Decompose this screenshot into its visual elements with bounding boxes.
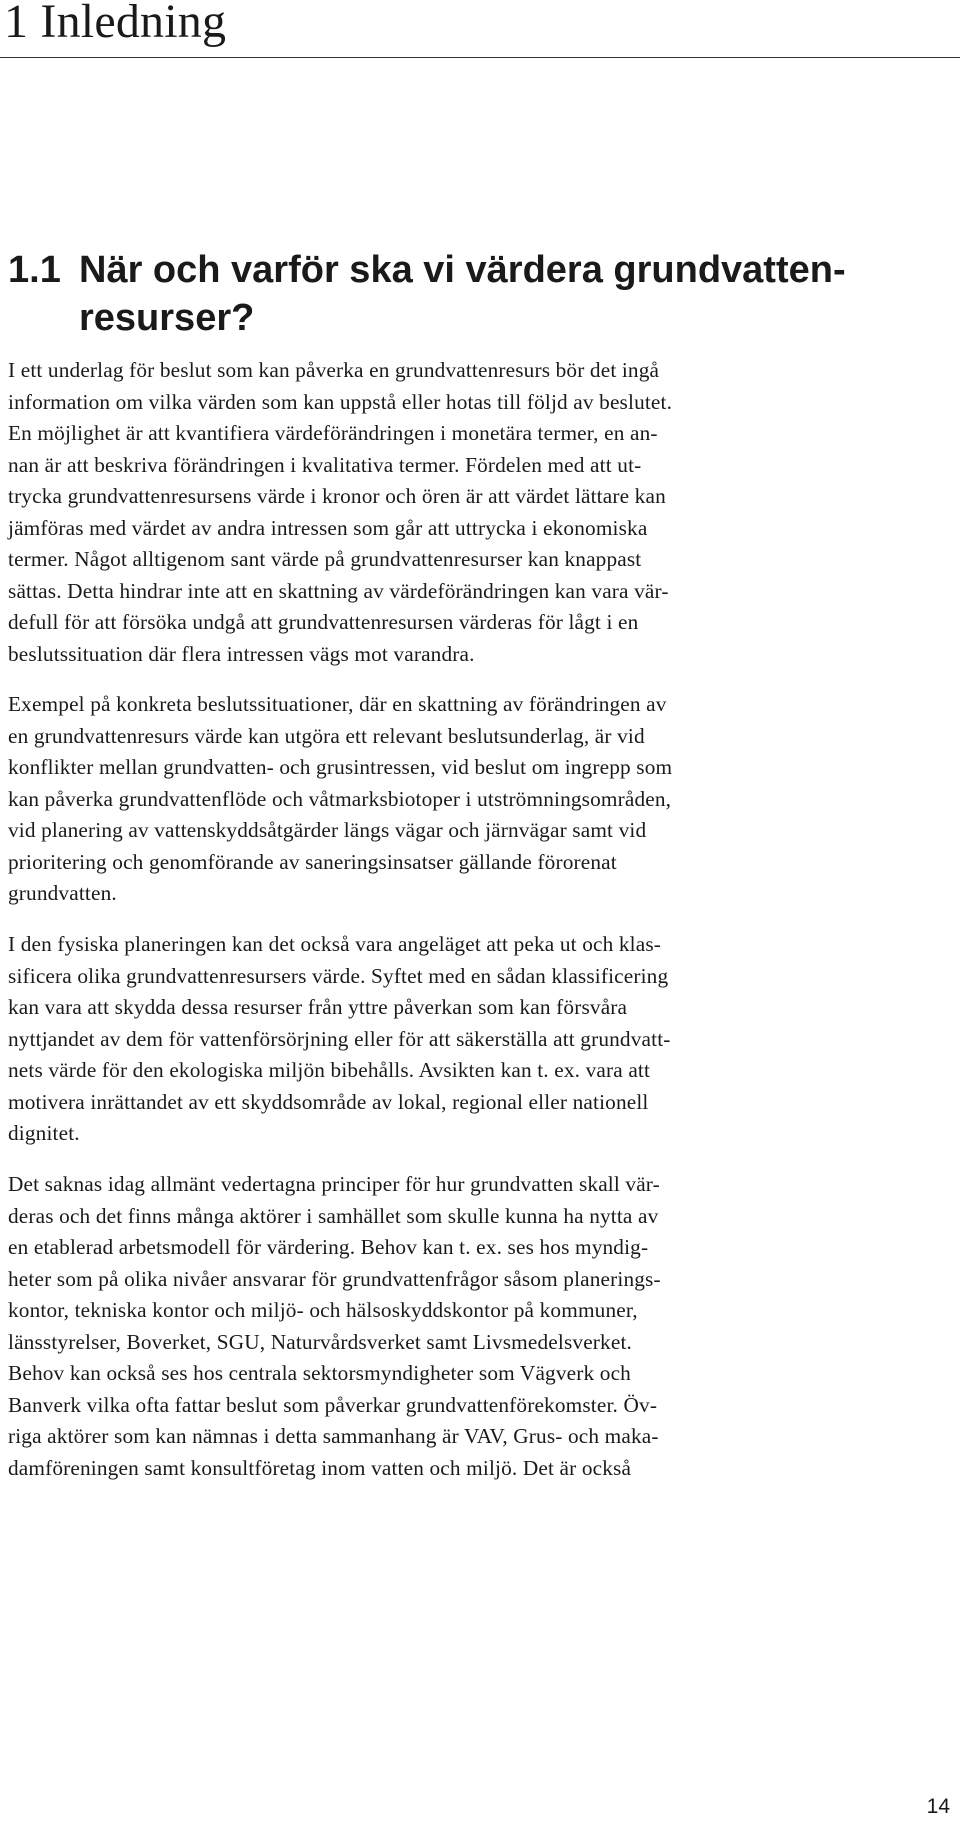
text-line: Exempel på konkreta beslutssituationer, där en skattning av förändringen av [8,692,667,716]
chapter-title: 1 Inledning [4,0,227,48]
text-line: en etablerad arbetsmodell för värdering. Behov kan t. ex. ses hos myndig- [8,1235,649,1259]
text-line: trycka grundvattenresursens värde i kronor och ören är att värdet lättare kan [8,484,666,508]
text-line: nets värde för den ekologiska miljön bibehålls. Avsikten kan t. ex. vara att [8,1058,651,1082]
text-line: nyttjandet av dem för vattenförsörjning eller för att säkerställa att grundvatt- [8,1026,671,1051]
text-line: sättas. Detta hindrar inte att en skattning av värdeförändringen kan vara vär- [8,578,669,603]
text-line: deras och det finns många aktörer i samhället som skulle kunna ha nytta av [8,1203,659,1228]
text-line: dignitet. [8,1121,80,1145]
text-line: kontor, tekniska kontor och miljö- och hälsoskyddskontor på kommuner, [8,1298,638,1322]
text-line: kan vara att skydda dessa resurser från yttre påverkan som kan försvåra [8,995,628,1019]
text-line: nan är att beskriva förändringen i kvalitativa termer. Fördelen med att ut- [8,452,642,477]
text-line: jämföras med värdet av andra intressen som går att uttrycka i ekonomiska [8,515,648,540]
text-line: information om vilka värden som kan uppstå eller hotas till följd av beslutet. [8,389,673,414]
text-line: motivera inrättandet av ett skyddsområde av lokal, regional eller nationell [8,1089,649,1114]
text-line: Behov kan också ses hos centrala sektorsmyndigheter som Vägverk och [8,1361,631,1385]
text-line: konflikter mellan grundvatten- och grusintressen, vid beslut om ingrepp som [8,755,673,779]
text-line: heter som på olika nivåer ansvarar för grundvattenfrågor såsom planerings- [8,1266,661,1291]
text-line: prioritering och genomförande av saneringsinsatser gällande förorenat [8,849,617,874]
section-number: 1.1 [8,249,61,291]
section-title-line-2: resurser? [79,297,255,339]
page-number: 14 [926,1795,950,1818]
paragraph-1 [8,355,958,670]
text-line: Det saknas idag allmänt vedertagna principer för hur grundvatten skall vär- [8,1172,660,1196]
text-line: grundvatten. [8,881,117,905]
text-line: I ett underlag för beslut som kan påverka en grundvattenresurs bör det ingå [8,358,660,382]
text-line: en grundvattenresurs värde kan utgöra ett relevant beslutsunderlag, är vid [8,723,645,748]
text-line: damföreningen samt konsultföretag inom vatten och miljö. Det är också [8,1455,632,1480]
chapter-divider [0,57,960,58]
section-title [8,246,846,342]
text-line: sificera olika grundvattenresursers värde. Syftet med en sådan klassificering [8,963,669,988]
paragraph-2 [8,689,958,910]
paragraph-4 [8,1169,958,1484]
text-line: beslutssituation där flera intressen vägs mot varandra. [8,641,475,666]
paragraph-3 [8,929,958,1150]
text-line: defull för att försöka undgå att grundvattenresursen värderas för lågt i en [8,610,639,634]
text-line: riga aktörer som kan nämnas i detta sammanhang är VAV, Grus- och maka- [8,1424,659,1448]
text-line: kan påverka grundvattenflöde och våtmarksbiotoper i utströmningsområden, [8,786,672,811]
text-line: termer. Något alltigenom sant värde på grundvattenresurser kan knappast [8,547,642,571]
text-line: I den fysiska planeringen kan det också vara angeläget att peka ut och klas- [8,932,662,956]
text-line: vid planering av vattenskyddsåtgärder längs vägar och järnvägar samt vid [8,818,647,842]
section-title-line-1: När och varför ska vi värdera grundvatten- [79,249,846,291]
text-line: En möjlighet är att kvantifiera värdeförändringen i monetära termer, en an- [8,421,658,445]
text-line: Banverk vilka ofta fattar beslut som påverkar grundvattenförekomster. Öv- [8,1392,658,1417]
text-line: länsstyrelser, Boverket, SGU, Naturvårdsverket samt Livsmedelsverket. [8,1329,632,1354]
